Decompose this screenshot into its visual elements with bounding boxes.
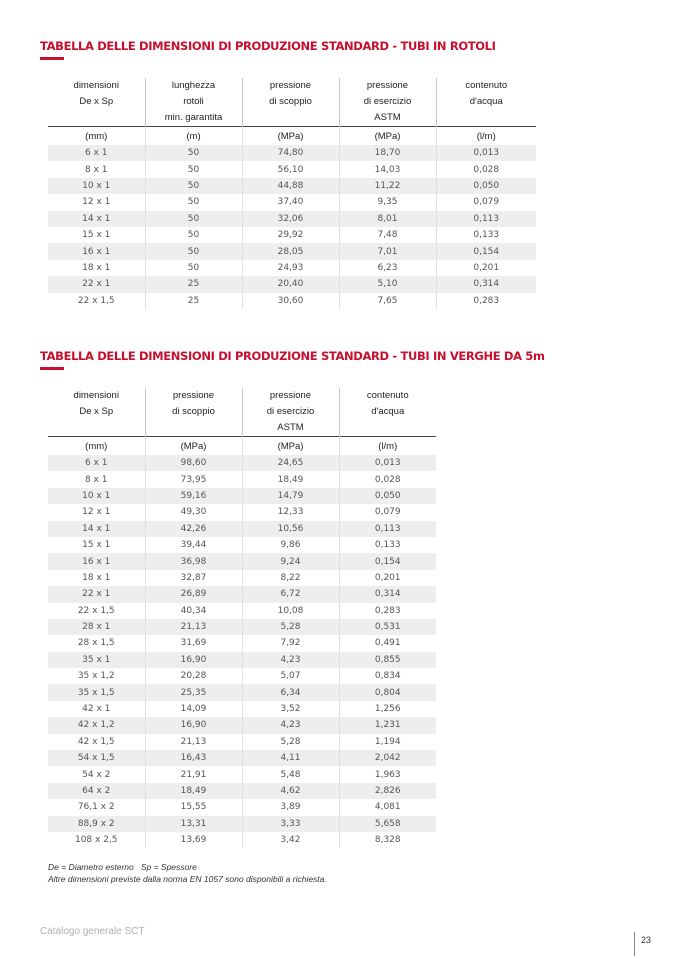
table-cell: 0,201 bbox=[374, 572, 401, 583]
table-cell: 25 bbox=[145, 293, 242, 309]
table-cell: 7,92 bbox=[242, 635, 339, 651]
table-cell: 11,22 bbox=[339, 178, 436, 194]
table-cell: 14 x 1 bbox=[48, 521, 145, 537]
column-header-line: d'acqua bbox=[469, 96, 503, 107]
table-cell: 59,16 bbox=[145, 488, 242, 504]
footer-brand: Catalogo generale SCT bbox=[40, 926, 145, 937]
column-header bbox=[48, 388, 145, 437]
table-cell: 13,69 bbox=[145, 832, 242, 848]
table-cell: 42 x 1 bbox=[48, 701, 145, 717]
table-cell: 44,88 bbox=[242, 178, 339, 194]
table-cell: 0,133 bbox=[473, 230, 500, 241]
table-cell: 0,079 bbox=[374, 507, 401, 518]
table-row bbox=[48, 816, 436, 832]
table-cell: 50 bbox=[145, 260, 242, 276]
table-cell: 22 x 1,5 bbox=[48, 293, 145, 309]
table-cell: 18,70 bbox=[339, 145, 436, 161]
column-header-line: ASTM bbox=[374, 112, 401, 123]
table-row bbox=[48, 227, 536, 243]
table-cell: 0,154 bbox=[339, 553, 436, 569]
table-cell: 2,826 bbox=[339, 783, 436, 799]
table-cell: 10,56 bbox=[242, 521, 339, 537]
table-cell: 6 x 1 bbox=[48, 455, 145, 471]
column-header-line: di scoppio bbox=[172, 406, 215, 417]
table-cell: 24,93 bbox=[242, 260, 339, 276]
table-cell: 35 x 1,5 bbox=[48, 684, 145, 700]
table-cell: 3,33 bbox=[242, 816, 339, 832]
table-cell: 8,328 bbox=[374, 835, 401, 846]
table-cell: 14,09 bbox=[145, 701, 242, 717]
column-header bbox=[242, 78, 339, 127]
table-cell: 14 x 1 bbox=[48, 211, 145, 227]
table-row bbox=[48, 750, 436, 766]
header-row bbox=[48, 388, 436, 437]
table-cell: 32,87 bbox=[145, 570, 242, 586]
table-cell: 4,081 bbox=[374, 802, 401, 813]
unit-cell: (MPa) bbox=[242, 437, 339, 456]
table-cell: 20,40 bbox=[242, 276, 339, 292]
table-cell: 28 x 1 bbox=[48, 619, 145, 635]
table-cell: 22 x 1 bbox=[48, 586, 145, 602]
table-row bbox=[48, 211, 536, 227]
table-row bbox=[48, 260, 536, 276]
table-cell: 9,35 bbox=[339, 194, 436, 210]
units-row bbox=[48, 437, 436, 456]
unit-cell: (l/m) bbox=[476, 130, 496, 142]
table-cell: 6,72 bbox=[242, 586, 339, 602]
table-cell: 30,60 bbox=[242, 293, 339, 309]
column-header-line: pressione bbox=[172, 390, 215, 401]
table-cell: 0,201 bbox=[473, 262, 500, 273]
table-cell: 0,804 bbox=[339, 684, 436, 700]
table-cell: 7,01 bbox=[339, 243, 436, 259]
column-header bbox=[145, 78, 242, 127]
unit-cell: (mm) bbox=[48, 437, 145, 456]
column-header-line: d'acqua bbox=[371, 406, 405, 417]
unit-cell: (MPa) bbox=[242, 127, 339, 146]
table-cell: 0,531 bbox=[339, 619, 436, 635]
table-cell: 0,113 bbox=[436, 211, 536, 227]
table-cell: 0,154 bbox=[436, 243, 536, 259]
footer-rule bbox=[634, 932, 635, 956]
table-cell: 16 x 1 bbox=[48, 553, 145, 569]
table-cell: 74,80 bbox=[242, 145, 339, 161]
table-cell: 0,050 bbox=[436, 178, 536, 194]
table-cell: 0,314 bbox=[436, 276, 536, 292]
table-cell: 16,90 bbox=[145, 652, 242, 668]
table-cell: 0,013 bbox=[436, 145, 536, 161]
table-cell: 25,35 bbox=[145, 684, 242, 700]
table-cell: 35 x 1 bbox=[48, 652, 145, 668]
table-cell: 8 x 1 bbox=[48, 471, 145, 487]
table-cell: 42 x 1,5 bbox=[48, 734, 145, 750]
table2-title: TABELLA DELLE DIMENSIONI DI PRODUZIONE STANDARD - TUBI IN VERGHE DA 5m bbox=[40, 349, 545, 363]
table-cell: 50 bbox=[145, 227, 242, 243]
table-cell: 22 x 1,5 bbox=[48, 603, 145, 619]
table-cell: 42 x 1,2 bbox=[48, 717, 145, 733]
table-cell: 16,90 bbox=[145, 717, 242, 733]
column-header bbox=[339, 388, 436, 437]
table-row bbox=[48, 293, 536, 309]
table-cell: 3,42 bbox=[242, 832, 339, 848]
table-cell: 3,52 bbox=[242, 701, 339, 717]
table-cell: 0,028 bbox=[473, 164, 500, 175]
table1-title-rule bbox=[40, 57, 64, 60]
table-cell: 98,60 bbox=[145, 455, 242, 471]
table1-header bbox=[48, 78, 536, 127]
table-cell: 0,283 bbox=[374, 605, 401, 616]
header-row bbox=[48, 78, 536, 127]
table-row bbox=[48, 684, 436, 700]
column-header-line: De x Sp bbox=[79, 96, 114, 107]
table-notes bbox=[48, 861, 327, 885]
table-cell: 0,113 bbox=[339, 521, 436, 537]
unit-cell: (mm) bbox=[48, 127, 145, 146]
table-cell: 108 x 2,5 bbox=[48, 832, 145, 848]
table-row bbox=[48, 161, 536, 177]
table-cell: 4,23 bbox=[242, 652, 339, 668]
table-row bbox=[48, 635, 436, 651]
table-cell: 5,28 bbox=[242, 734, 339, 750]
table-cell: 50 bbox=[145, 194, 242, 210]
column-header-line: pressione bbox=[269, 80, 312, 91]
table-row bbox=[48, 766, 436, 782]
unit-cell: (m) bbox=[145, 127, 242, 146]
table-row bbox=[48, 488, 436, 504]
table-cell: 29,92 bbox=[242, 227, 339, 243]
table-cell: 18 x 1 bbox=[48, 260, 145, 276]
table-row bbox=[48, 521, 436, 537]
table-cell: 10 x 1 bbox=[48, 488, 145, 504]
table-cell: 18 x 1 bbox=[48, 570, 145, 586]
table-cell: 7,48 bbox=[339, 227, 436, 243]
table-cell: 10 x 1 bbox=[48, 178, 145, 194]
table-cell: 54 x 1,5 bbox=[48, 750, 145, 766]
page-number: 23 bbox=[641, 935, 652, 945]
table-cell: 0,834 bbox=[374, 671, 401, 682]
table-row bbox=[48, 668, 436, 684]
table-cell: 1,963 bbox=[374, 769, 401, 780]
column-header-line: di esercizio bbox=[363, 96, 412, 107]
table-cell: 50 bbox=[145, 243, 242, 259]
column-header-line: lunghezza bbox=[171, 80, 216, 91]
table1-title: TABELLA DELLE DIMENSIONI DI PRODUZIONE STANDARD - TUBI IN ROTOLI bbox=[40, 39, 496, 53]
table-row bbox=[48, 603, 436, 619]
table-row bbox=[48, 145, 536, 161]
table-cell: 5,658 bbox=[339, 816, 436, 832]
table-cell: 18,49 bbox=[145, 783, 242, 799]
table-cell: 24,65 bbox=[242, 455, 339, 471]
table-cell: 15 x 1 bbox=[48, 537, 145, 553]
table-cell: 8,01 bbox=[339, 211, 436, 227]
table-cell: 6,34 bbox=[242, 684, 339, 700]
table-row bbox=[48, 178, 536, 194]
table-cell: 32,06 bbox=[242, 211, 339, 227]
table2-title-rule bbox=[40, 367, 64, 370]
table-cell: 88,9 x 2 bbox=[48, 816, 145, 832]
table-cell: 4,62 bbox=[242, 783, 339, 799]
table-cell: 12,33 bbox=[242, 504, 339, 520]
table-row bbox=[48, 243, 536, 259]
table-row bbox=[48, 586, 436, 602]
table-cell: 56,10 bbox=[242, 161, 339, 177]
table-cell: 49,30 bbox=[145, 504, 242, 520]
table-cell: 76,1 x 2 bbox=[48, 799, 145, 815]
table-cell: 12 x 1 bbox=[48, 504, 145, 520]
column-header bbox=[242, 388, 339, 437]
table-row bbox=[48, 570, 436, 586]
table-cell: 10,08 bbox=[242, 603, 339, 619]
unit-cell: (l/m) bbox=[378, 440, 398, 452]
column-header-line: De x Sp bbox=[79, 406, 114, 417]
table-row bbox=[48, 504, 436, 520]
table-cell: 5,48 bbox=[242, 766, 339, 782]
unit-cell: (MPa) bbox=[339, 127, 436, 146]
units-row bbox=[48, 127, 536, 146]
column-header bbox=[339, 78, 436, 127]
table-cell: 0,079 bbox=[473, 197, 500, 208]
table-cell: 15,55 bbox=[145, 799, 242, 815]
unit-cell: (MPa) bbox=[145, 437, 242, 456]
bar-dimensions-table bbox=[48, 388, 436, 848]
table-cell: 50 bbox=[145, 178, 242, 194]
table-cell: 6 x 1 bbox=[48, 145, 145, 161]
table-cell: 28,05 bbox=[242, 243, 339, 259]
table-cell: 0,855 bbox=[339, 652, 436, 668]
column-header-line: pressione bbox=[366, 80, 409, 91]
table-cell: 4,11 bbox=[242, 750, 339, 766]
table-cell: 0,028 bbox=[374, 474, 401, 485]
column-header-line: di scoppio bbox=[269, 96, 312, 107]
table-cell: 8 x 1 bbox=[48, 161, 145, 177]
column-header-line: ASTM bbox=[277, 422, 304, 433]
table-cell: 5,10 bbox=[339, 276, 436, 292]
table-row bbox=[48, 553, 436, 569]
table-cell: 21,13 bbox=[145, 734, 242, 750]
table-cell: 9,86 bbox=[242, 537, 339, 553]
table-cell: 6,23 bbox=[339, 260, 436, 276]
table-row bbox=[48, 455, 436, 471]
table-cell: 0,050 bbox=[339, 488, 436, 504]
column-header bbox=[145, 388, 242, 437]
column-header-line: dimensioni bbox=[73, 80, 119, 91]
table-cell: 8,22 bbox=[242, 570, 339, 586]
column-header-line: contenuto bbox=[465, 80, 508, 91]
table-cell: 35 x 1,2 bbox=[48, 668, 145, 684]
table-cell: 42,26 bbox=[145, 521, 242, 537]
table-cell: 16 x 1 bbox=[48, 243, 145, 259]
column-header-line: di esercizio bbox=[266, 406, 315, 417]
table-row bbox=[48, 734, 436, 750]
table-cell: 73,95 bbox=[145, 471, 242, 487]
table-row bbox=[48, 717, 436, 733]
table-cell: 50 bbox=[145, 211, 242, 227]
table-cell: 7,65 bbox=[339, 293, 436, 309]
notes-availability: Altre dimensioni previste dalla norma EN 1057 sono disponibili a richiesta. bbox=[48, 874, 327, 884]
table-row bbox=[48, 783, 436, 799]
table-cell: 50 bbox=[145, 161, 242, 177]
table-cell: 40,34 bbox=[145, 603, 242, 619]
table-cell: 0,491 bbox=[374, 638, 401, 649]
column-header bbox=[436, 78, 536, 127]
table-cell: 18,49 bbox=[242, 471, 339, 487]
column-header-line: min. garantita bbox=[164, 112, 223, 123]
table-cell: 37,40 bbox=[242, 194, 339, 210]
table-cell: 5,28 bbox=[242, 619, 339, 635]
column-header bbox=[48, 78, 145, 127]
table-cell: 54 x 2 bbox=[48, 766, 145, 782]
table-cell: 25 bbox=[145, 276, 242, 292]
table-cell: 26,89 bbox=[145, 586, 242, 602]
table-cell: 0,013 bbox=[339, 455, 436, 471]
coil-dimensions-table bbox=[48, 78, 536, 309]
table-cell: 13,31 bbox=[145, 816, 242, 832]
table2-header bbox=[48, 388, 436, 437]
table-cell: 20,28 bbox=[145, 668, 242, 684]
table-cell: 21,13 bbox=[145, 619, 242, 635]
column-header-line: dimensioni bbox=[73, 390, 119, 401]
table-row bbox=[48, 701, 436, 717]
table-cell: 28 x 1,5 bbox=[48, 635, 145, 651]
table1-body bbox=[48, 127, 536, 309]
table-cell: 5,07 bbox=[242, 668, 339, 684]
table-cell: 36,98 bbox=[145, 553, 242, 569]
column-header-line: contenuto bbox=[366, 390, 409, 401]
table-row bbox=[48, 276, 536, 292]
table-cell: 14,03 bbox=[339, 161, 436, 177]
table-cell: 2,042 bbox=[339, 750, 436, 766]
table-row bbox=[48, 832, 436, 848]
table-cell: 21,91 bbox=[145, 766, 242, 782]
table-row bbox=[48, 619, 436, 635]
table-cell: 15 x 1 bbox=[48, 227, 145, 243]
table-cell: 1,231 bbox=[339, 717, 436, 733]
table-row bbox=[48, 471, 436, 487]
table-cell: 31,69 bbox=[145, 635, 242, 651]
table-cell: 0,283 bbox=[473, 295, 500, 306]
table-cell: 50 bbox=[145, 145, 242, 161]
table-cell: 14,79 bbox=[242, 488, 339, 504]
table-cell: 12 x 1 bbox=[48, 194, 145, 210]
table2-body bbox=[48, 437, 436, 849]
table-cell: 0,133 bbox=[374, 540, 401, 551]
table-cell: 22 x 1 bbox=[48, 276, 145, 292]
table-row bbox=[48, 194, 536, 210]
table-cell: 64 x 2 bbox=[48, 783, 145, 799]
table-cell: 4,23 bbox=[242, 717, 339, 733]
table-row bbox=[48, 537, 436, 553]
column-header-line: rotoli bbox=[183, 96, 204, 107]
table-cell: 3,89 bbox=[242, 799, 339, 815]
table-cell: 16,43 bbox=[145, 750, 242, 766]
table-row bbox=[48, 652, 436, 668]
table-row bbox=[48, 799, 436, 815]
table-cell: 9,24 bbox=[242, 553, 339, 569]
notes-legend: De = Diametro esterno Sp = Spessore bbox=[48, 862, 197, 872]
table-cell: 0,314 bbox=[339, 586, 436, 602]
column-header-line: pressione bbox=[269, 390, 312, 401]
table-cell: 39,44 bbox=[145, 537, 242, 553]
table-cell: 1,194 bbox=[374, 736, 401, 747]
table-cell: 1,256 bbox=[374, 704, 401, 715]
